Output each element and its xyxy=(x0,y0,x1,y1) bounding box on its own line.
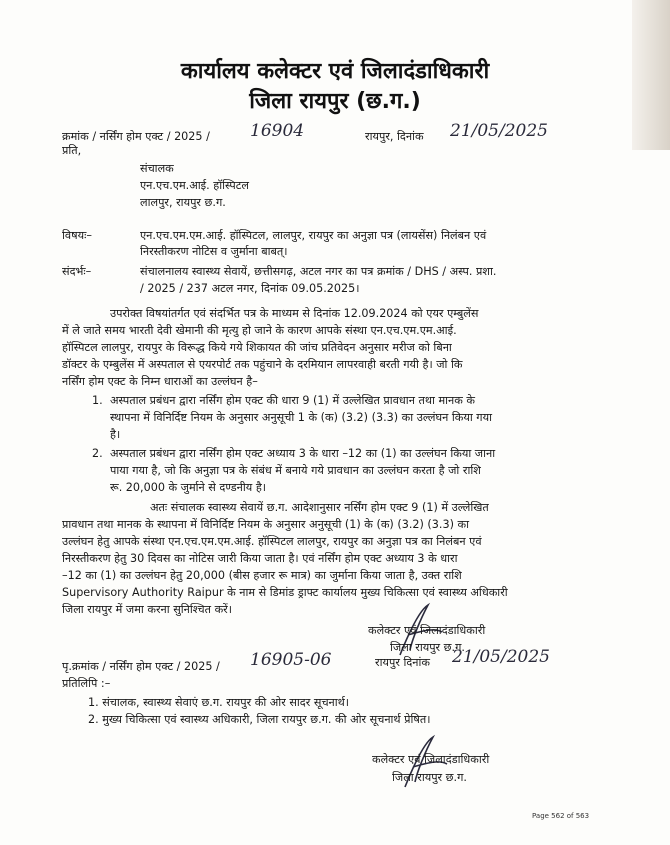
body-line: डॉक्टर के एम्बुलेंस में अस्पताल से एयरपोर्ट तक पहुंचाने के दरमियान लापरवाही बरती गयी है। जो कि xyxy=(62,358,463,371)
point-number: 2. xyxy=(92,447,103,460)
reference-line-1: संचालनालय स्वास्थ्य सेवायें, छत्तीसगढ़, अटल नगर का पत्र क्रमांक / DHS / अस्प. प्रशा. xyxy=(140,265,497,278)
signature-district: जिला रायपुर छ.ग. xyxy=(390,641,465,654)
copy-item: 1. संचालक, स्वास्थ्य सेवाएं छ.ग. रायपुर की ओर सादर सूचनार्थ। xyxy=(88,696,350,709)
district-heading: जिला रायपुर (छ.ग.) xyxy=(249,89,421,114)
signature-title: कलेक्टर एवं जिलादंडाधिकारी xyxy=(372,753,490,766)
endorsement-number-handwritten: 16905-06 xyxy=(250,650,332,670)
reference-label: संदर्भः– xyxy=(62,265,92,278)
addressee-line-2: एन.एच.एम.आई. हॉस्पिटल xyxy=(140,179,249,192)
point-number: 1. xyxy=(92,394,103,407)
body-line: उपरोक्त विषयांतर्गत एवं संदर्भित पत्र के माध्यम से दिनांक 12.09.2024 को एयर एम्बुलेंस xyxy=(110,307,479,320)
order-line: –12 का (1) का उल्लंघन हेतु 20,000 (बीस हजार रू मात्र) का जुर्माना किया जाता है, उक्त राशि xyxy=(62,569,462,582)
endorsement-date-prefix: रायपुर दिनांक xyxy=(375,656,430,669)
order-line: प्रावधान तथा मानक के स्थापना में विनिर्दिष्ट नियम के अनुसार अनुसूची (1) के (क) (3.2) (3.3) का xyxy=(62,518,469,531)
point-line: रू. 20,000 के जुर्माने से दण्डनीय है। xyxy=(110,481,267,494)
reference-line-2: / 2025 / 237 अटल नगर, दिनांक 09.05.2025। xyxy=(140,282,360,295)
point-line: पाया गया है, जो कि अनुज्ञा पत्र के संबंध में बनाये गये प्रावधान का उल्लंघन करता है जो राशि xyxy=(110,464,481,477)
order-line: अतः संचालक स्वास्थ्य सेवायें छ.ग. आदेशानुसार नर्सिंग होम एक्ट 9 (1) में उल्लेखित xyxy=(150,501,489,514)
order-line: निरस्तीकरण हेतु 30 दिवस का नोटिस जारी किया जाता है। एवं नर्सिंग होम एक्ट अध्याय 3 के धारा xyxy=(62,552,458,565)
ref-number-prefix: क्रमांक / नर्सिंग होम एक्ट / 2025 / xyxy=(62,130,210,143)
to-label: प्रति, xyxy=(62,144,82,157)
body-line: हॉस्पिटल लालपुर, रायपुर के विरूद्ध किये गये शिकायत की जांच प्रतिवेदन अनुसार मरीज को बिना xyxy=(62,341,452,354)
office-heading: कार्यालय कलेक्टर एवं जिलादंडाधिकारी xyxy=(180,59,490,84)
order-line: Supervisory Authority Raipur के नाम से डिमांड ड्राफ्ट कार्यालय मुख्य चिकित्सा एवं स्वास्थ्य अधिकारी xyxy=(62,586,508,599)
signature-title: कलेक्टर एवं जिलादंडाधिकारी xyxy=(368,624,486,637)
point-line: है। xyxy=(110,428,121,441)
addressee-line-3: लालपुर, रायपुर छ.ग. xyxy=(140,196,226,209)
subject-line-1: एन.एच.एम.एम.आई. हॉस्पिटल, लालपुर, रायपुर का अनुज्ञा पत्र (लायसेंस) निलंबन एवं xyxy=(140,229,487,242)
subject-line-2: निरस्तीकरण नोटिस व जुर्माना बाबत्। xyxy=(140,245,288,258)
ref-number-handwritten: 16904 xyxy=(250,121,305,141)
ref-date-prefix: रायपुर, दिनांक xyxy=(365,130,424,143)
endorsement-date-handwritten: 21/05/2025 xyxy=(452,647,550,667)
point-line: स्थापना में विनिर्दिष्ट नियम के अनुसार अनुसूची 1 के (क) (3.2) (3.3) का उल्लंघन किया गया xyxy=(110,411,492,424)
ref-date-handwritten: 21/05/2025 xyxy=(450,121,548,141)
page-number: Page 562 of 563 xyxy=(532,812,590,820)
point-line: अस्पताल प्रबंधन द्वारा नर्सिंग होम एक्ट की धारा 9 (1) में उल्लेखित प्रावधान तथा मानक के xyxy=(110,394,475,407)
order-line: जिला रायपुर में जमा करना सुनिश्चित करें। xyxy=(62,603,232,616)
copy-label: प्रतिलिपि :– xyxy=(62,677,111,690)
addressee-line-1: संचालक xyxy=(140,162,174,175)
subject-label: विषयः– xyxy=(62,229,92,242)
order-line: उल्लंघन हेतु आपके संस्था एन.एच.एम.एम.आई. हॉस्पिटल लालपुर, रायपुर का अनुज्ञा पत्र का निलंबन एवं xyxy=(62,535,482,548)
body-line: नर्सिंग होम एक्ट के निम्न धाराओं का उल्लंघन है– xyxy=(62,375,258,388)
signature-district: जिला रायपुर छ.ग. xyxy=(392,771,467,784)
point-line: अस्पताल प्रबंधन द्वारा नर्सिंग होम एक्ट अध्याय 3 के धारा –12 का (1) का उल्लंघन किया जाना xyxy=(110,447,496,460)
body-line: में ले जाते समय भारती देवी खेमानी की मृत्यु हो जाने के कारण आपके संस्था एन.एच.एम.एम.आई. xyxy=(62,324,457,337)
endorsement-number-prefix: पृ.क्रमांक / नर्सिंग होम एक्ट / 2025 / xyxy=(62,660,220,673)
copy-item: 2. मुख्य चिकित्सा एवं स्वास्थ्य अधिकारी, जिला रायपुर छ.ग. की ओर सूचनार्थ प्रेषित। xyxy=(88,713,431,726)
